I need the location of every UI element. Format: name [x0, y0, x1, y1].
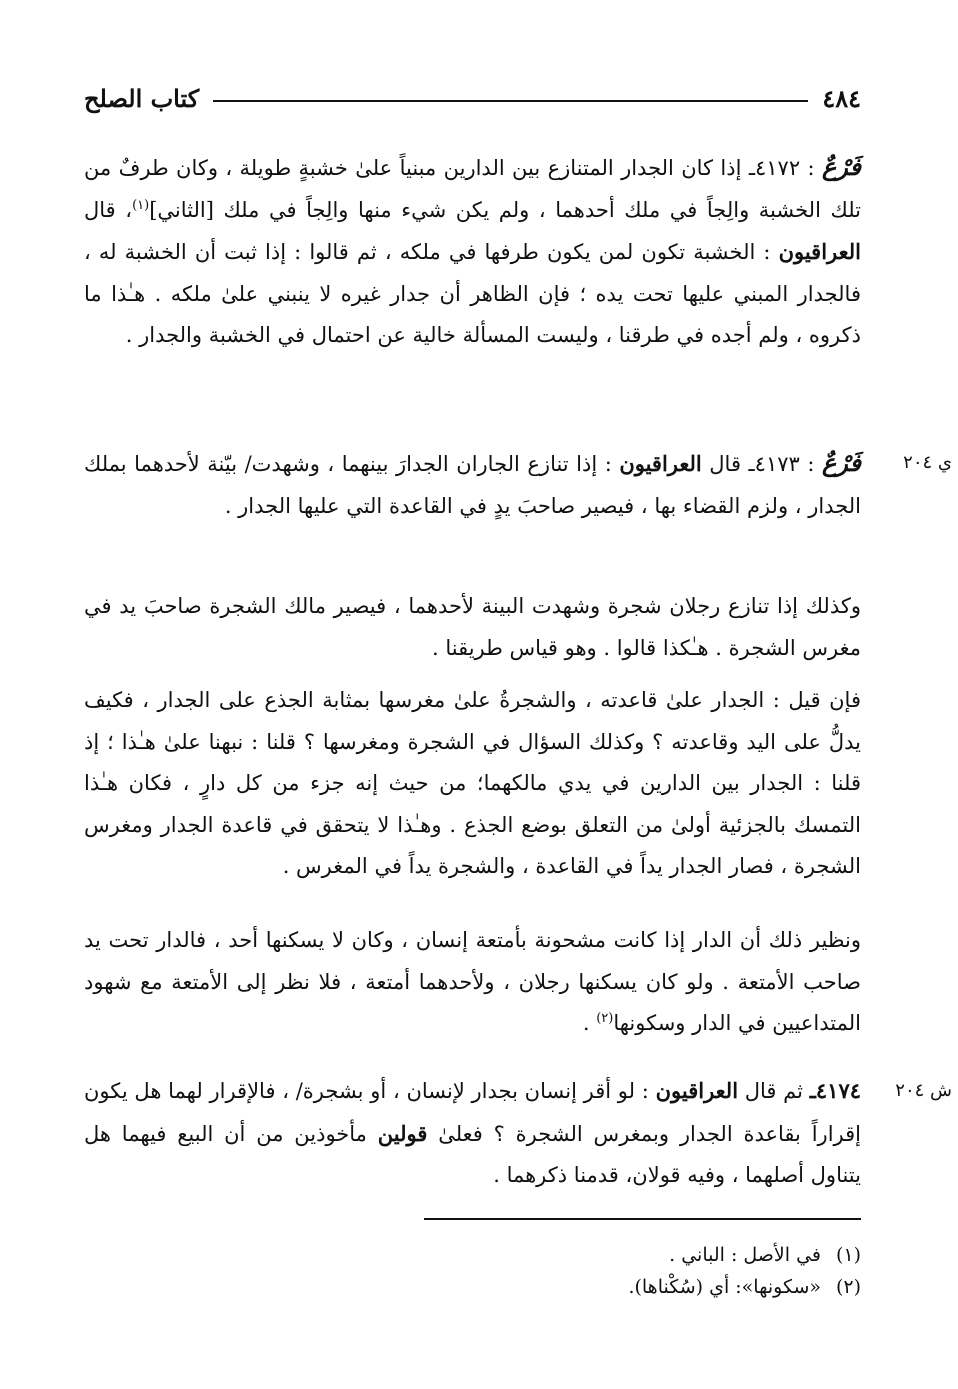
header-rule — [213, 100, 808, 102]
page-number: ٤٨٤ — [822, 83, 861, 113]
footnote-ref: (١) — [132, 197, 150, 213]
paragraph-text: : إذا تنازع الجاران الجدارَ بينهما ، وشهدت/ بيّنة لأحدهما بملك الجدار ، ولزم القضاء بها ، فيصير صاحبَ يدٍ في القاعدة التي عليها الجدار . — [84, 452, 861, 518]
paragraph-text: وكذلك إذا تنازع رجلان شجرة وشهدت البينة لأحدهما ، فيصير مالك الشجرة صاحبَ يد في مغرس الشجرة . هـٰكذا قالوا . وهو قياس طريقنا . — [84, 594, 861, 660]
paragraph-text: ثم قال — [738, 1079, 810, 1103]
bold-term: قولين — [377, 1120, 428, 1146]
far-label: فَرْعٌ — [821, 448, 861, 477]
footnote-2 — [628, 1272, 861, 1302]
footnote-text: في الأصل : الباني . — [669, 1244, 821, 1266]
paragraph-analogy — [84, 920, 861, 1045]
footnote-number: (٢) — [835, 1276, 861, 1298]
footnote-number: (١) — [835, 1244, 861, 1266]
bold-term: العراقيون — [619, 451, 702, 476]
paragraph-4173 — [84, 442, 861, 527]
page-header — [84, 80, 861, 116]
margin-note-y204: ي ٢٠٤ — [903, 452, 952, 473]
paragraph-text: ونظير ذلك أن الدار إذا كانت مشحونة بأمتعة إنسان ، وكان لا يسكنها أحد ، فالدار تحت يد صاحب الأمتعة . ولو كان يسكنها رجلان ، ولأحدهما أمتعة ، فلا نظر إلى الأمتعة مع شهود المتداعيين في الدار وسكونها — [84, 928, 861, 1035]
paragraph-text: فإن قيل : الجدار علىٰ قاعدته ، والشجرةُ علىٰ مغرسها بمثابة الجذع على الجدار ، فكيف يدلُّ على اليد وقاعدته ؟ وكذلك السؤال في الشجرة ومغرسها ؟ قلنا : نبهنا علىٰ هـٰذا ؛ إذ قلنا : الجدار بين الدارين في يدي مالكهما؛ من حيث إنه جزء من كل دارٍ ، فكان هـٰذا التمسك بالجزئية أولىٰ من التعلق بوضع الجذع . وهـٰذا لا يتحقق في قاعدة الجدار ومغرس الشجرة ، فصار الجدار يداً في القاعدة ، والشجرة يداً في المغرس . — [84, 688, 861, 878]
bold-term: العراقيون — [655, 1078, 739, 1103]
paragraph-4172 — [84, 146, 861, 357]
footnote-rule — [424, 1218, 861, 1220]
paragraph-objection — [84, 680, 861, 888]
bold-term: العراقيون — [778, 239, 861, 264]
paragraph-4174 — [84, 1070, 861, 1197]
paragraph-text: . — [582, 1011, 597, 1035]
margin-note-sh204: ش ٢٠٤ — [895, 1080, 952, 1101]
book-title: كتاب الصلح — [84, 83, 200, 113]
paragraph-text: : الخشبة تكون لمن يكون طرفها في ملكه ، ثم قالوا : إذا ثبت أن الخشبة له ، فالجدار المبني عليها تحت يده ؛ فإن الظاهر أن جدار غيره لا ينبني علىٰ ملكه . هـٰذا ما ذكروه ، ولم أجده في طرقنا ، وليست المسألة خالية عن احتمال في الخشبة والجدار . — [84, 240, 861, 347]
footnote-ref: (٢) — [596, 1011, 614, 1026]
paragraph-text: : لو أقر إنسان بجدار لإنسان ، أو بشجرة/ ، فالإقرار لهما هل يكون إقراراً بقاعدة الجدار وبمغرس الشجرة ؟ فعلىٰ — [84, 1079, 861, 1146]
footnote-text: «سكونها»: أي (سُكْناها). — [628, 1276, 821, 1298]
paragraph-text: مأخوذين من أن البيع فيهما هل يتناول أصلهما ، وفيه قولان، قدمنا ذكرهما . — [84, 1121, 861, 1187]
paragraph-text: : ٤١٧٣ـ قال — [701, 452, 822, 476]
far-label: فَرْعٌ — [821, 152, 861, 181]
paragraph-text: : ٤١٧٢ـ إذا كان الجدار المتنازع بين الدارين مبنياً علىٰ خشبةٍ طويلة ، وكان طرفٌ من تلك الخشبة والِجاً في ملك أحدهما ، ولم يكن شيء منها والِجاً في ملك [الثاني] — [84, 156, 861, 222]
issue-number: ٤١٧٤ـ — [809, 1078, 862, 1103]
footnote-1 — [669, 1240, 861, 1270]
paragraph-tree — [84, 586, 861, 669]
paragraph-text: ، قال — [84, 197, 133, 222]
